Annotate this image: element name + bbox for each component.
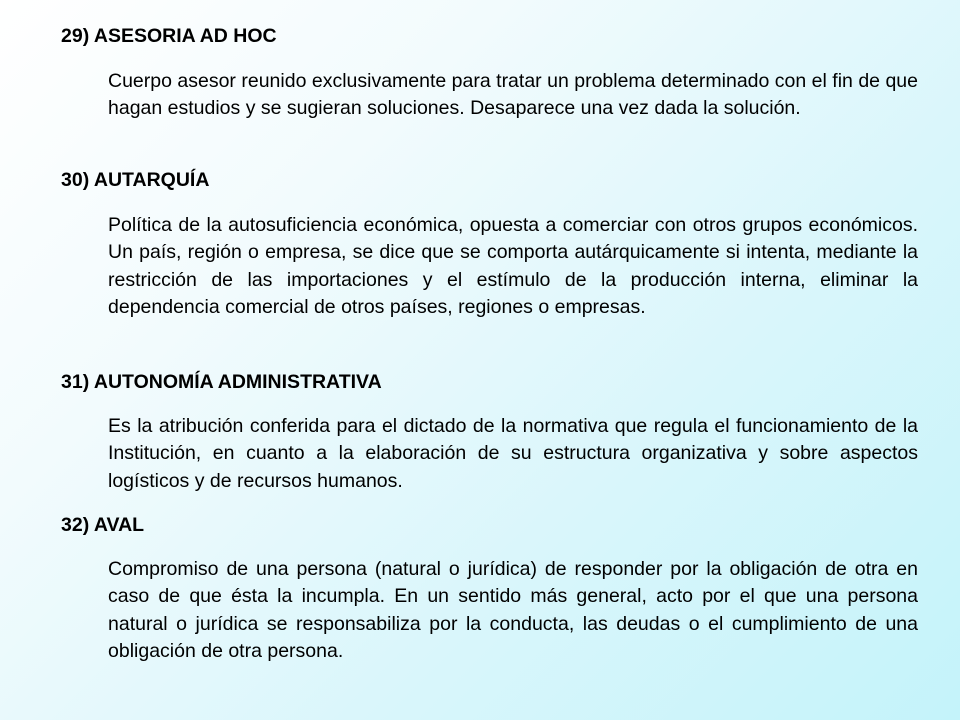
entry-body-32: Compromiso de una persona (natural o jurídica) de responder por la obligación de otra en caso de que ésta la incumpla. En un sentido más general, acto por el que una persona natural o jurídica se responsabiliza por la conducta, las deudas o el cumplimiento de una obligación de otra persona.	[108, 558, 918, 663]
entry-body-31: Es la atribución conferida para el dictado de la normativa que regula el funcionamiento de la Institución, en cuanto a la elaboración de su estructura organizativa y sobre aspectos logísticos y de recursos humanos.	[108, 415, 918, 492]
entry-heading-32: 32) AVAL	[61, 514, 145, 536]
entry-heading-29: 29) ASESORIA AD HOC	[61, 25, 277, 47]
entry-body-30: Política de la autosuficiencia económica, opuesta a comerciar con otros grupos económicos. Un país, región o empresa, se dice que se comporta autárquicamente si intenta, mediante la restricción de las importaciones y el estímulo de la producción interna, eliminar la dependencia comercial de otros países, regiones o empresas.	[108, 214, 918, 319]
entry-body-29: Cuerpo asesor reunido exclusivamente para tratar un problema determinado con el fin de que hagan estudios y se sugieran soluciones. Desaparece una vez dada la solución.	[108, 70, 918, 120]
entry-heading-30: 30) AUTARQUÍA	[61, 169, 210, 191]
entry-heading-31: 31) AUTONOMÍA ADMINISTRATIVA	[61, 371, 382, 393]
